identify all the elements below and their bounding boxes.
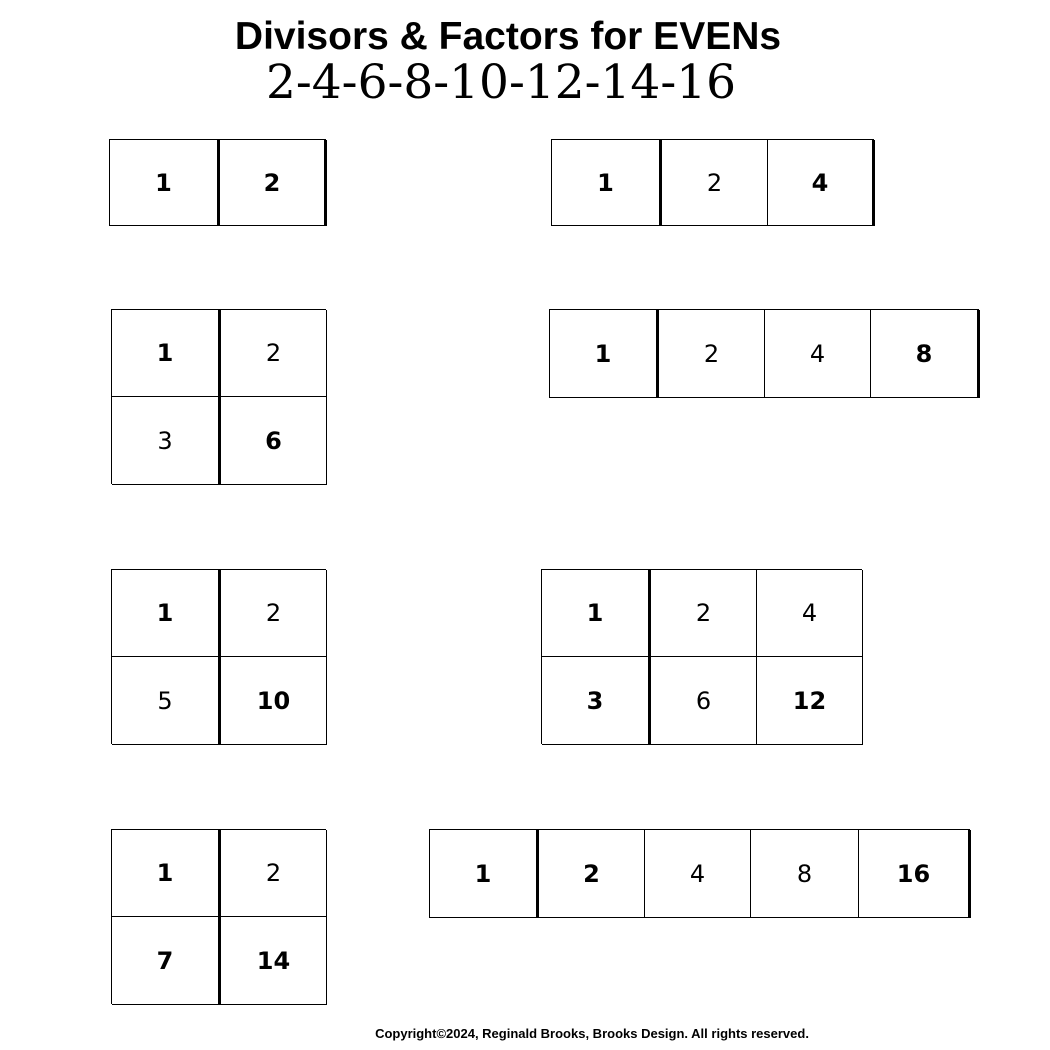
divisor-cell: 2 (659, 310, 765, 398)
page-title: Divisors & Factors for EVENs (234, 15, 782, 58)
page-subtitle: 2-4-6-8-10-12-14-16 (266, 55, 736, 110)
divisor-cell: 4 (768, 140, 875, 226)
divisor-cell: 14 (221, 917, 327, 1005)
divisors-of-4-grid (551, 139, 874, 226)
divisors-of-16-grid (429, 829, 970, 918)
divisor-cell: 6 (651, 657, 757, 745)
divisor-cell: 1 (112, 830, 221, 917)
divisor-cell: 8 (871, 310, 980, 398)
divisor-cell: 1 (550, 310, 659, 398)
divisor-cell: 3 (112, 397, 221, 485)
divisor-cell: 1 (542, 570, 651, 657)
divisors-of-10-grid (111, 569, 326, 744)
divisor-cell: 2 (651, 570, 757, 657)
divisor-cell: 5 (112, 657, 221, 745)
divisor-cell: 1 (112, 310, 221, 397)
divisor-cell: 8 (751, 830, 859, 918)
divisor-cell: 10 (221, 657, 327, 745)
divisor-cell: 6 (221, 397, 327, 485)
divisor-cell: 12 (757, 657, 863, 745)
divisor-cell: 7 (112, 917, 221, 1005)
divisors-of-2-grid (109, 139, 326, 226)
divisors-of-6-grid (111, 309, 326, 484)
divisor-cell: 1 (430, 830, 539, 918)
divisor-cell: 2 (539, 830, 645, 918)
divisor-cell: 1 (552, 140, 662, 226)
divisor-cell: 2 (662, 140, 768, 226)
divisor-cell: 3 (542, 657, 651, 745)
divisor-cell: 2 (221, 310, 327, 397)
divisor-cell: 2 (221, 830, 327, 917)
divisors-of-14-grid (111, 829, 326, 1004)
divisor-cell: 16 (859, 830, 971, 918)
divisor-cell: 2 (221, 570, 327, 657)
divisor-cell: 4 (757, 570, 863, 657)
divisor-cell: 1 (112, 570, 221, 657)
divisor-cell: 4 (645, 830, 751, 918)
copyright-footer: Copyright©2024, Reginald Brooks, Brooks Design. All rights reserved. (375, 1026, 809, 1041)
divisor-cell: 2 (220, 140, 327, 226)
divisors-of-12-grid (541, 569, 862, 744)
divisor-cell: 1 (110, 140, 220, 226)
divisor-cell: 4 (765, 310, 871, 398)
divisors-of-8-grid (549, 309, 979, 398)
